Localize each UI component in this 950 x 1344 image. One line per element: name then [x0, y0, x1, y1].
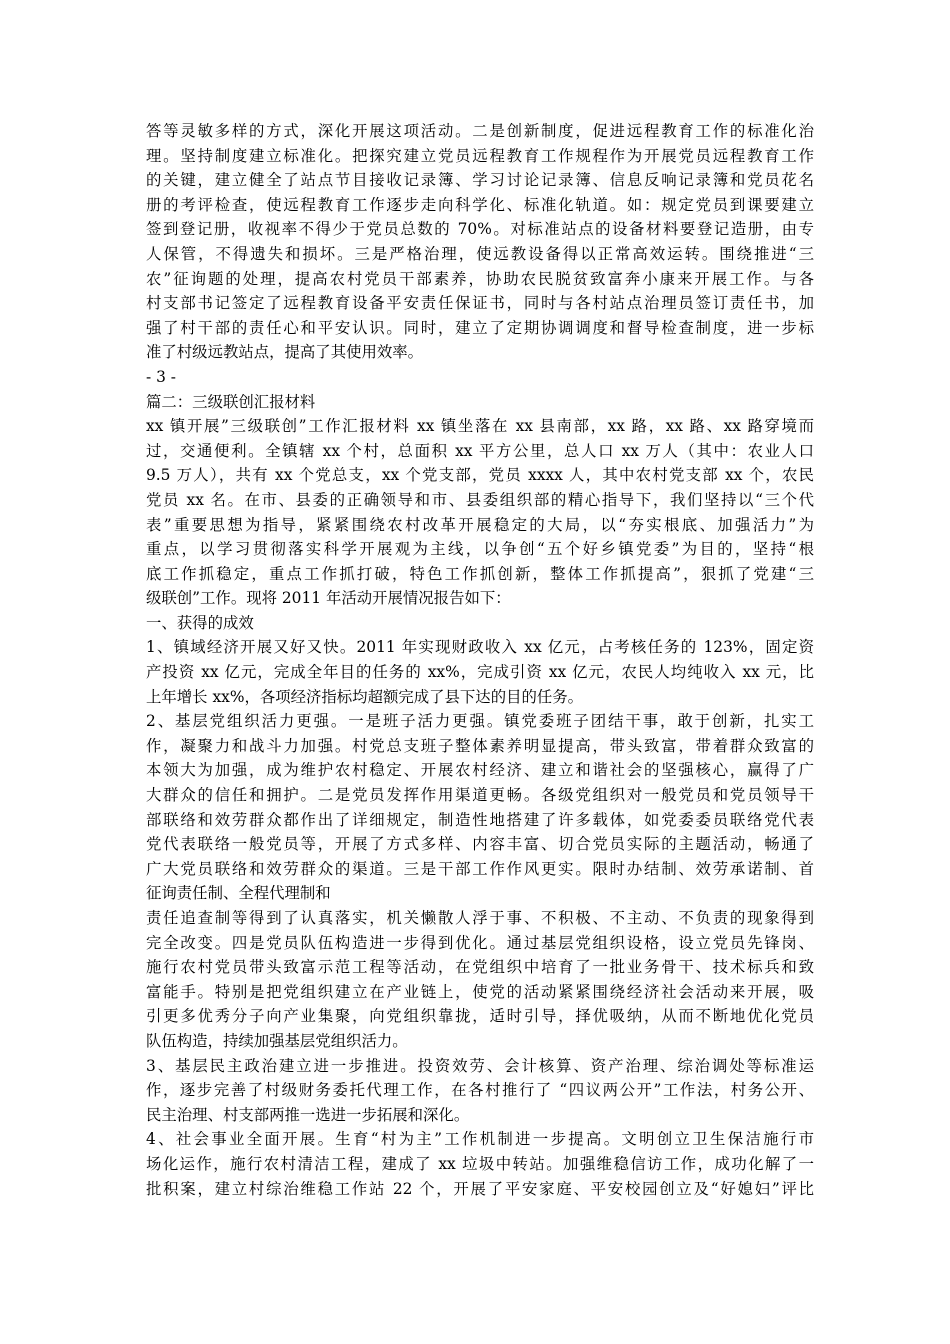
text-line: 场化运作，施行农村清洁工程，建成了 xx 垃圾中转站。加强维稳信访工作，成功化解了一: [146, 1154, 814, 1173]
text-line: 民主治理、村支部两推一选进一步拓展和深化。: [146, 1105, 470, 1124]
text-line: 强了村干部的责任心和平安认识。同时，建立了定期协调调度和督导检查制度，进一步标: [146, 318, 814, 337]
text-line: 本领大为加强，成为维护农村稳定、开展农村经济、建立和谐社会的坚强核心，赢得了广: [146, 761, 814, 780]
text-line: 4、社会事业全面开展。生育“村为主”工作机制进一步提高。文明创立卫生保洁施行市: [146, 1130, 814, 1149]
text-line: 3、基层民主政治建立进一步推进。投资效劳、会计核算、资产治理、综治调处等标准运: [146, 1056, 814, 1075]
text-line: 作，逐步完善了村级财务委托代理工作，在各村推行了 “四议两公开”工作法，村务公开、: [146, 1081, 814, 1100]
text-line: 的关键，建立健全了站点节目接收记录簿、学习讨论记录簿、信息反响记录簿和党员花名: [146, 171, 814, 190]
text-line: 一、获得的成效: [146, 613, 254, 632]
text-line: 大群众的信任和拥护。二是党员发挥作用渠道更畅。各级党组织对一般党员和党员领导干: [146, 786, 814, 805]
text-line: 队伍构造，持续加强基层党组织活力。: [146, 1031, 408, 1050]
text-line: 党代表联络一般党员等，开展了方式多样、内容丰富、切合党员实际的主题活动，畅通了: [146, 835, 814, 854]
text-line: 产投资 xx 亿元，完成全年目的任务的 xx%，完成引资 xx 亿元，农民人均纯收入 xx 元，比: [146, 663, 814, 682]
text-line: 征询责任制、全程代理制和: [146, 884, 331, 903]
text-line: - 3 -: [146, 367, 176, 386]
text-line: 作，凝聚力和战斗力加强。村党总支班子整体素养明显提高，带头致富，带着群众致富的: [146, 736, 814, 755]
text-line: 重点，以学习贯彻落实科学开展观为主线，以争创“五个好乡镇党委”为目的，坚持“根: [146, 540, 814, 559]
text-line: 广大党员联络和效劳群众的渠道。三是干部工作作风更实。限时办结制、效劳承诺制、首: [146, 859, 814, 878]
text-line: 引更多优秀分子向产业集聚，向党组织靠拢，适时引导，择优吸纳，从而不断地优化党员: [146, 1007, 814, 1026]
text-line: 党员 xx 名。在市、县委的正确领导和市、县委组织部的精心指导下，我们坚持以“三个代: [146, 490, 814, 509]
text-line: 施行农村党员带头致富示范工程等活动，在党组织中培育了一批业务骨干、技术标兵和致: [146, 958, 814, 977]
text-line: 农”征询题的处理，提高农村党员干部素养，协助农民脱贫致富奔小康来开展工作。与各: [146, 269, 814, 288]
text-line: 底工作抓稳定，重点工作抓打破，特色工作抓创新，整体工作抓提高”，狠抓了党建“三: [146, 564, 814, 583]
text-line: xx 镇开展”三级联创”工作汇报材料 xx 镇坐落在 xx 县南部，xx 路，xx 路、xx 路穿境而: [146, 417, 814, 436]
document-body: [146, 119, 814, 1201]
text-line: 村支部书记签定了远程教育设备平安责任保证书，同时与各村站点治理员签订责任书，加: [146, 294, 814, 313]
text-line: 表”重要思想为指导，紧紧围绕农村改革开展稳定的大局，以“夯实根底、加强活力”为: [146, 515, 814, 534]
text-line: 批积案，建立村综治维稳工作站 22 个，开展了平安家庭、平安校园创立及“好媳妇”评比: [146, 1179, 814, 1198]
text-line: 部联络和效劳群众都作出了详细规定，制造性地搭建了许多载体，如党委委员联络党代表: [146, 810, 814, 829]
text-line: 签到登记册，收视率不得少于党员总数的 70%。对标准站点的设备材料要登记造册，由专: [146, 220, 814, 239]
text-line: 9.5 万人），共有 xx 个党总支，xx 个党支部，党员 xxxx 人，其中农村党支部 xx 个，农民: [146, 466, 814, 485]
text-line: 级联创”工作。现将 2011 年活动开展情况报告如下：: [146, 589, 511, 608]
text-line: 篇二：三级联创汇报材料: [146, 392, 316, 411]
text-line: 上年增长 xx%，各项经济指标均超额完成了县下达的目的任务。: [146, 687, 584, 706]
text-line: 1、镇域经济开展又好又快。2011 年实现财政收入 xx 亿元，占考核任务的 123%，固定资: [146, 638, 814, 657]
text-line: 责任追查制等得到了认真落实，机关懒散人浮于事、不积极、不主动、不负责的现象得到: [146, 909, 814, 927]
text-line: 册的考评检查，使远程教育工作逐步走向科学化、标准化轨道。如：规定党员到课要建立: [146, 195, 814, 214]
text-line: 理。坚持制度建立标准化。把探究建立党员远程教育工作规程作为开展党员远程教育工作: [146, 146, 814, 165]
text-line: 完全改变。四是党员队伍构造进一步得到优化。通过基层党组织设格，设立党员先锋岗、: [146, 933, 814, 952]
text-line: 人保管，不得遗失和损坏。三是严格治理，使远教设备得以正常高效运转。围绕推进“三: [146, 244, 814, 263]
text-line: 2、基层党组织活力更强。一是班子活力更强。镇党委班子团结干事，敢于创新，扎实工: [146, 712, 814, 731]
text-line: 过，交通便利。全镇辖 xx 个村，总面积 xx 平方公里，总人口 xx 万人（其中：农业人口: [146, 441, 814, 460]
text-line: 答等灵敏多样的方式，深化开展这项活动。二是创新制度，促进远程教育工作的标准化治: [146, 122, 814, 140]
text-line: 富能手。特别是把党组织建立在产业链上，使党的活动紧紧围绕经济社会活动来开展，吸: [146, 982, 814, 1001]
text-line: 准了村级远教站点，提高了其使用效率。: [146, 343, 424, 362]
